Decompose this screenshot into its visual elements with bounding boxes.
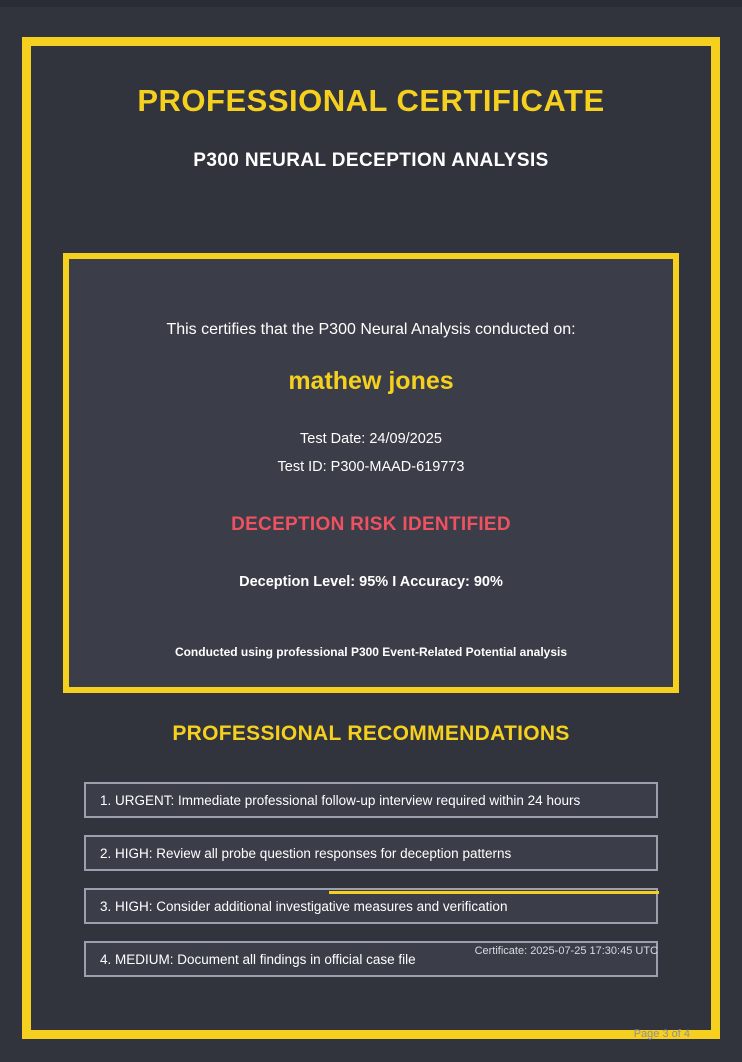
list-item bbox=[84, 835, 658, 871]
certificate-details-panel bbox=[63, 253, 679, 693]
subject-name: mathew jones bbox=[288, 367, 454, 395]
recommendation-text: 1. URGENT: Immediate professional follow-up interview required within 24 hours bbox=[100, 792, 581, 808]
recommendation-text: 4. MEDIUM: Document all findings in official case file bbox=[100, 951, 416, 967]
recommendations-list bbox=[84, 782, 658, 994]
certificate-timestamp: Certificate: 2025-07-25 17:30:45 UTC bbox=[474, 945, 658, 957]
status-badge: DECEPTION RISK IDENTIFIED bbox=[231, 514, 511, 535]
page-number: Page 3 of 4 bbox=[633, 1028, 690, 1040]
certifies-statement: This certifies that the P300 Neural Analysis conducted on: bbox=[166, 321, 576, 338]
recommendations-heading: PROFESSIONAL RECOMMENDATIONS bbox=[172, 722, 570, 745]
deception-accuracy-values: Deception Level: 95% I Accuracy: 90% bbox=[239, 574, 503, 590]
method-note: Conducted using professional P300 Event-Related Potential analysis bbox=[174, 645, 568, 659]
accent-divider bbox=[329, 891, 659, 894]
test-id: Test ID: P300-MAAD-619773 bbox=[277, 459, 465, 475]
recommendation-text: 2. HIGH: Review all probe question responses for deception patterns bbox=[100, 845, 512, 861]
list-item bbox=[84, 782, 658, 818]
recommendation-text: 3. HIGH: Consider additional investigative measures and verification bbox=[100, 898, 508, 914]
page-title: PROFESSIONAL CERTIFICATE bbox=[137, 83, 605, 118]
test-date: Test Date: 24/09/2025 bbox=[300, 431, 442, 447]
page-subtitle: P300 NEURAL DECEPTION ANALYSIS bbox=[193, 150, 549, 171]
